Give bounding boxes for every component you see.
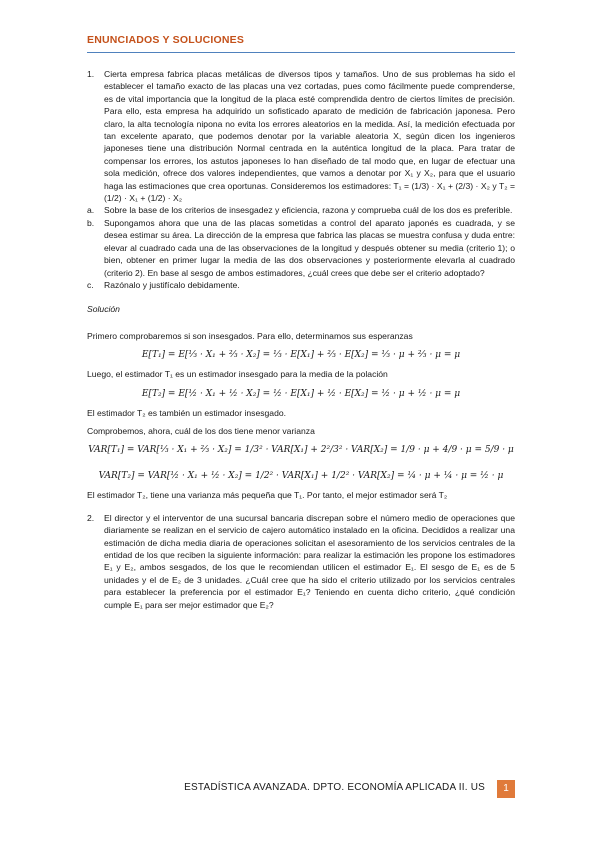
subquestion-text: Razónalo y justifícalo debidamente. (104, 279, 240, 290)
question-text: El director y el interventor de una sucursal bancaria discrepan sobre el número medio de operaciones que diariamente se realizan en el servicio de cajero automático instalado en la oficina. Decididos a realizar una estimación de dicha media diaria de operaciones solicitan el asesoramiento de los servicios centrales de la entidad de los que reciben la siguiente información: para realizar la estimación les propone los estimadores E₁ y E₂, ambos sesgados, de los que le recomiendan utilicen el estimador E₁. El sesgo de E₁ es de 5 unidades y el de E₂ de 3 unidades. ¿Cuál cree que ha sido el criterio utilizado por los servicios centrales para establecer la preferencia por el estimador E₁? Teniendo en cuenta dicho criterio, ¿qué condición cumple E₁ para ser mejor estimador que E₂? (104, 512, 515, 610)
footer-text: ESTADÍSTICA AVANZADA. DPTO. ECONOMÍA APLICADA II. US (184, 782, 485, 793)
subquestion-label: b. (87, 217, 95, 228)
equation-expectation-t2: E[T₂] = E[½ · X₁ + ½ · X₂] = ½ · E[X₁] + ½ · E[X₂] = ½ · μ + ½ · μ = μ (141, 388, 461, 399)
solution-heading: Solución (87, 304, 120, 315)
subquestion-label: c. (87, 279, 94, 290)
page-footer (87, 780, 515, 798)
equation-variance-t1: VAR[T₁] = VAR[⅓ · X₁ + ⅔ · X₂] = 1/3² · VAR[X₁] + 2²/3² · VAR[X₂] = 1/9 · μ + 4/9 · μ = 5/9 · μ (88, 445, 514, 456)
question-2 (87, 512, 515, 611)
header-title: ENUNCIADOS Y SOLUCIONES (87, 34, 245, 46)
solution-conclusion: El estimador T₂, tiene una varianza más pequeña que T₁. Por tanto, el mejor estimador será T₂ (87, 490, 448, 501)
subquestion-text: Supongamos ahora que una de las placas sometidas a control del aparato japonés es cuadrada, y se desea estimar su área. La dirección de la empresa que fabrica las placas se muestra confusa y duda entre: elevar al cuadrado cada una de las observaciones de la longitud y después obtener su media (criterio 1); o bien, obtener en primer lugar la media de las dos observaciones y posteriormente elevarla al cuadrado (criterio 2). En base al sesgo de ambos estimadores, ¿cuál crees que debe ser el criterio adoptado? (104, 217, 515, 278)
question-number: 1. (87, 69, 95, 79)
document-body (87, 68, 515, 611)
header-divider (87, 52, 515, 53)
solution-paragraph: Primero comprobaremos si son insesgados. Para ello, determinamos sus esperanzas (87, 330, 413, 341)
subquestion-c (87, 279, 515, 291)
equation-expectation-t1: E[T₁] = E[⅓ · X₁ + ⅔ · X₂] = ⅓ · E[X₁] + ⅔ · E[X₂] = ⅓ · μ + ⅔ · μ = μ (141, 350, 461, 361)
question-text: Cierta empresa fabrica placas metálicas de diversos tipos y tamaños. Uno de sus problemas ha sido el establecer el tamaño exacto de las placas una vez cortadas, pues como fácilmente puede comprenderse, es de vital importancia que la longitud de la placa esté comprendida dentro de ciertos límites de precisión. Para ello, esta empresa ha adquirido un sofisticado aparato de medición de fabricación japonesa. Pero claro, la alta tecnología nipona no evita los errores aleatorios en la medida. Así, la medición efectuada por tan excelente aparato, que podemos denotar por la variable aleatoria X, según dicen los ingenieros japoneses tiene una distribución Normal centrada en la auténtica longitud de la placa. Para tratar de compensar los errores, los astutos japoneses lo han diseñado de tal modo que, en lugar de efectuar una sola medición, ofrece dos valores independientes, que vamos a denotar por X₁ y X₂, para que el usuario haga las estimaciones que crea oportunas. Consideremos los estimadores: T₁ = (1/3) · X₁ + (2/3) · X₂ y T₂ = (1/2) · X₁ + (1/2) · X₂ (104, 69, 515, 204)
solution-paragraph: Luego, el estimador T₁ es un estimador insesgado para la media de la polación (87, 369, 388, 380)
page-number: 1 (497, 780, 515, 798)
solution-paragraph: Comprobemos, ahora, cuál de los dos tiene menor varianza (87, 425, 315, 436)
equation-variance-t2: VAR[T₂] = VAR[½ · X₁ + ½ · X₂] = 1/2² · VAR[X₁] + 1/2² · VAR[X₂] = ¼ · μ + ¼ · μ = ½ · μ (98, 471, 504, 482)
subquestion-text: Sobre la base de los criterios de insesgadez y eficiencia, razona y comprueba cuál de los dos es preferible. (104, 205, 513, 216)
question-number: 2. (87, 512, 95, 523)
question-1 (87, 68, 515, 204)
solution-paragraph: El estimador T₂ es también un estimador insesgado. (87, 407, 287, 418)
subquestion-a (87, 204, 515, 216)
subquestion-b (87, 217, 515, 279)
subquestion-label: a. (87, 205, 95, 216)
